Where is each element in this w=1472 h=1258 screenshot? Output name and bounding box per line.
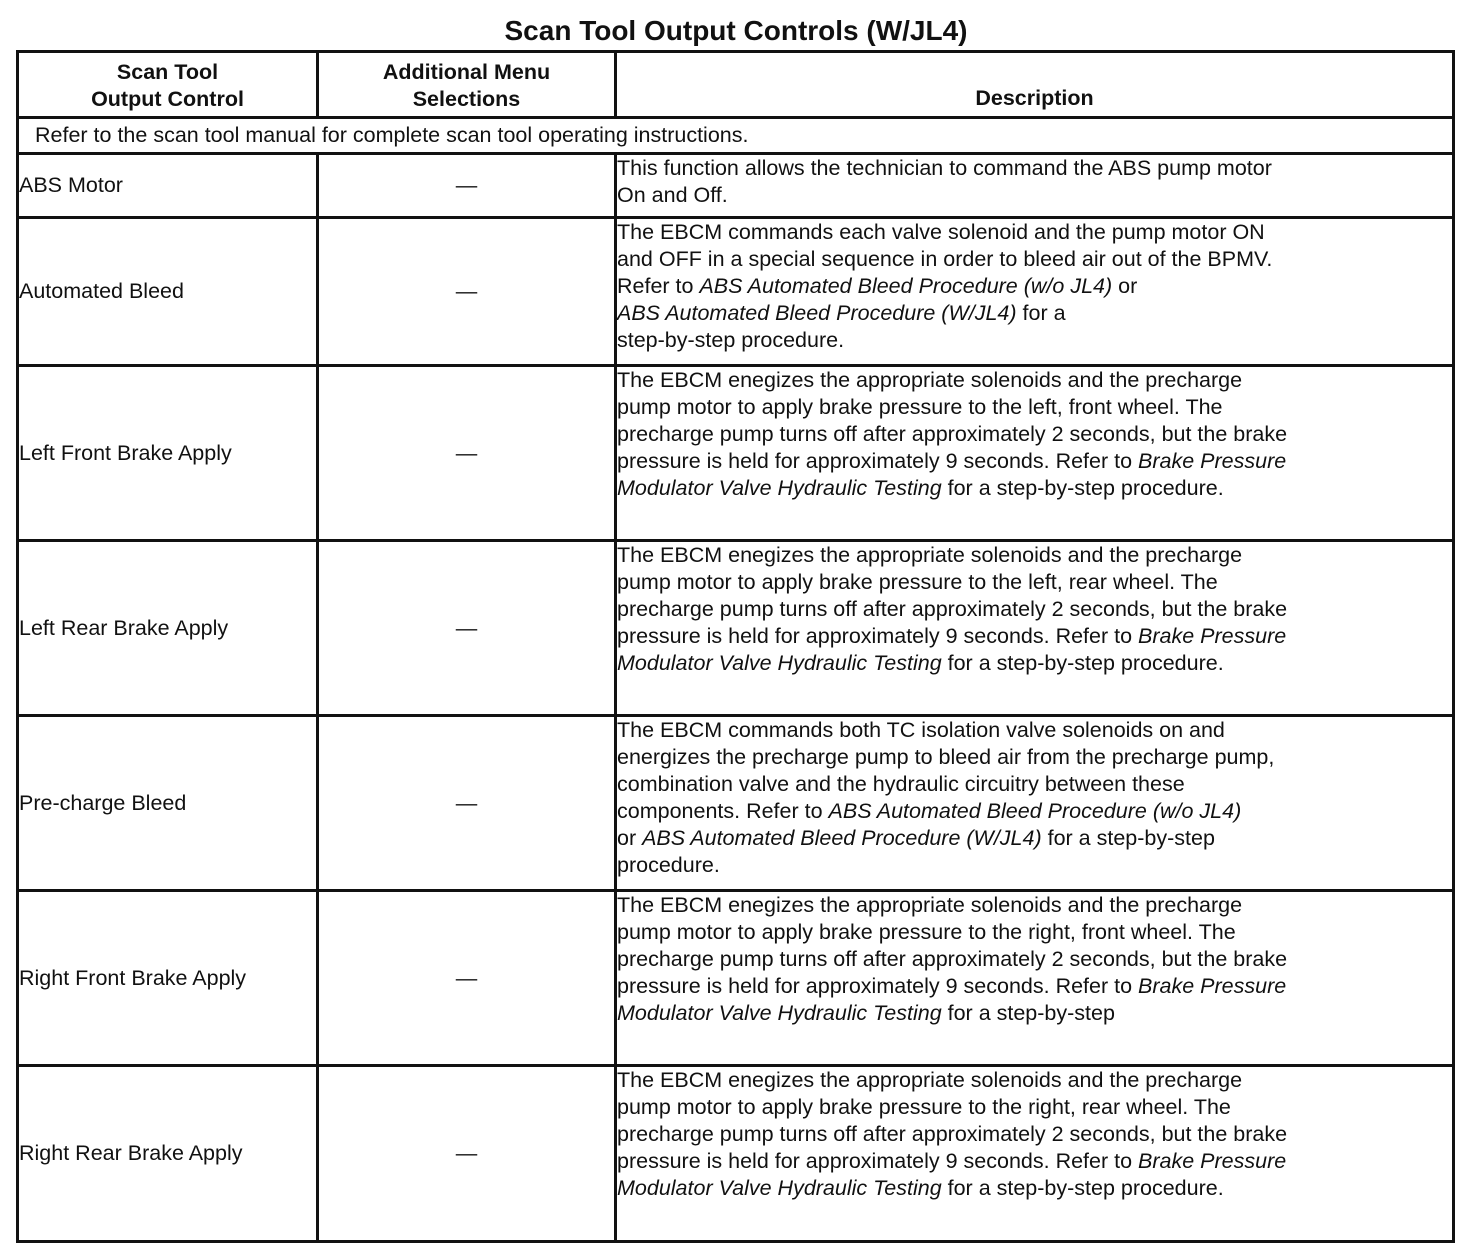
procedure-reference: ABS Automated Bleed Procedure (w/o JL4) xyxy=(699,274,1113,298)
table-row xyxy=(18,891,1454,1066)
table-row xyxy=(18,541,1454,716)
description-text: pressure is held for approximately 9 seconds. Refer to xyxy=(617,1149,1139,1173)
description-cell xyxy=(616,218,1454,366)
description-line: and OFF in a special sequence in order to bleed air out of the BPMV. xyxy=(617,247,1273,271)
description-line: The EBCM enegizes the appropriate solenoids and the precharge xyxy=(617,368,1243,392)
output-control-cell: Right Rear Brake Apply xyxy=(18,1066,318,1242)
description-line: precharge pump turns off after approximately 2 seconds, but the brake xyxy=(617,422,1288,446)
menu-selection-cell: — xyxy=(318,541,616,716)
column-header-line: Selections xyxy=(412,87,521,111)
output-control-cell: Pre-charge Bleed xyxy=(18,716,318,891)
table-row xyxy=(18,154,1454,218)
procedure-reference: ABS Automated Bleed Procedure (w/o JL4) xyxy=(828,799,1242,823)
description-line xyxy=(617,798,1452,825)
description-line xyxy=(617,273,1452,300)
output-control-cell: Left Front Brake Apply xyxy=(18,366,318,541)
column-header-output-control xyxy=(18,52,318,118)
description-line: combination valve and the hydraulic circuitry between these xyxy=(617,772,1185,796)
menu-selection-cell: — xyxy=(318,366,616,541)
menu-selection-cell: — xyxy=(318,218,616,366)
description-line: The EBCM enegizes the appropriate solenoids and the precharge xyxy=(617,893,1243,917)
description-line: energizes the precharge pump to bleed air from the precharge pump, xyxy=(617,745,1275,769)
description-line: pump motor to apply brake pressure to the left, front wheel. The xyxy=(617,395,1223,419)
column-header-description: Description xyxy=(616,52,1454,118)
description-text: for a step-by-step procedure. xyxy=(941,476,1224,500)
description-cell xyxy=(616,716,1454,891)
procedure-reference: Modulator Valve Hydraulic Testing xyxy=(617,651,942,675)
description-text: or xyxy=(1112,274,1138,298)
description-cell xyxy=(616,541,1454,716)
description-line: procedure. xyxy=(617,853,720,877)
description-cell xyxy=(616,1066,1454,1242)
description-text: for a step-by-step procedure. xyxy=(941,1176,1224,1200)
description-text: for a xyxy=(1016,301,1066,325)
description-cell xyxy=(616,366,1454,541)
description-cell xyxy=(616,154,1454,218)
output-control-cell: Automated Bleed xyxy=(18,218,318,366)
procedure-reference: ABS Automated Bleed Procedure (W/JL4) xyxy=(617,301,1017,325)
description-line: pump motor to apply brake pressure to the left, rear wheel. The xyxy=(617,570,1218,594)
procedure-reference: Modulator Valve Hydraulic Testing xyxy=(617,1001,942,1025)
column-header-line: Additional Menu xyxy=(382,60,551,84)
description-line xyxy=(617,650,1452,677)
procedure-reference: Modulator Valve Hydraulic Testing xyxy=(617,1176,942,1200)
description-line xyxy=(617,973,1452,1000)
procedure-reference: Brake Pressure xyxy=(1138,624,1287,648)
output-controls-table xyxy=(16,50,1455,1243)
column-header-line: Output Control xyxy=(91,87,244,111)
description-cell xyxy=(616,891,1454,1066)
description-text: pressure is held for approximately 9 seconds. Refer to xyxy=(617,449,1139,473)
note-row xyxy=(18,118,1454,154)
menu-selection-cell: — xyxy=(318,154,616,218)
description-text: for a step-by-step xyxy=(1041,826,1215,850)
page-title: Scan Tool Output Controls (W/JL4) xyxy=(504,15,968,46)
description-text: Refer to xyxy=(617,274,700,298)
description-line: precharge pump turns off after approximately 2 seconds, but the brake xyxy=(617,947,1288,971)
column-header-menu-selections xyxy=(318,52,616,118)
table-note: Refer to the scan tool manual for complete scan tool operating instructions. xyxy=(18,118,1454,154)
menu-selection-cell: — xyxy=(318,891,616,1066)
procedure-reference: Brake Pressure xyxy=(1138,1149,1287,1173)
description-line: This function allows the technician to command the ABS pump motor xyxy=(617,156,1272,180)
description-line xyxy=(617,825,1452,852)
description-line xyxy=(617,623,1452,650)
table-row xyxy=(18,716,1454,891)
description-text: pressure is held for approximately 9 seconds. Refer to xyxy=(617,974,1139,998)
description-line xyxy=(617,1148,1452,1175)
description-line xyxy=(617,300,1452,327)
procedure-reference: Brake Pressure xyxy=(1138,974,1287,998)
output-control-cell: ABS Motor xyxy=(18,154,318,218)
output-control-cell: Right Front Brake Apply xyxy=(18,891,318,1066)
table-row xyxy=(18,1066,1454,1242)
description-text: for a step-by-step procedure. xyxy=(941,651,1224,675)
description-line: On and Off. xyxy=(617,183,728,207)
description-text: or xyxy=(617,826,643,850)
description-line: The EBCM commands both TC isolation valve solenoids on and xyxy=(617,718,1225,742)
output-control-cell: Left Rear Brake Apply xyxy=(18,541,318,716)
procedure-reference: Brake Pressure xyxy=(1138,449,1287,473)
description-line: The EBCM enegizes the appropriate solenoids and the precharge xyxy=(617,1068,1243,1092)
table-row xyxy=(18,366,1454,541)
description-line xyxy=(617,1000,1452,1027)
menu-selection-cell: — xyxy=(318,1066,616,1242)
description-line xyxy=(617,1175,1452,1202)
description-text: components. Refer to xyxy=(617,799,829,823)
description-line: pump motor to apply brake pressure to the right, front wheel. The xyxy=(617,920,1236,944)
procedure-reference: Modulator Valve Hydraulic Testing xyxy=(617,476,942,500)
description-line: The EBCM enegizes the appropriate solenoids and the precharge xyxy=(617,543,1243,567)
description-line: precharge pump turns off after approximately 2 seconds, but the brake xyxy=(617,597,1288,621)
description-line: pump motor to apply brake pressure to the right, rear wheel. The xyxy=(617,1095,1231,1119)
description-line: The EBCM commands each valve solenoid and the pump motor ON xyxy=(617,220,1265,244)
menu-selection-cell: — xyxy=(318,716,616,891)
procedure-reference: ABS Automated Bleed Procedure (W/JL4) xyxy=(642,826,1042,850)
description-line xyxy=(617,448,1452,475)
table-header-row xyxy=(18,52,1454,118)
table-row xyxy=(18,218,1454,366)
description-text: pressure is held for approximately 9 seconds. Refer to xyxy=(617,624,1139,648)
description-line: step-by-step procedure. xyxy=(617,328,845,352)
description-line: precharge pump turns off after approximately 2 seconds, but the brake xyxy=(617,1122,1288,1146)
description-text: for a step-by-step xyxy=(941,1001,1115,1025)
column-header-line: Scan Tool xyxy=(116,60,219,84)
description-line xyxy=(617,475,1452,502)
